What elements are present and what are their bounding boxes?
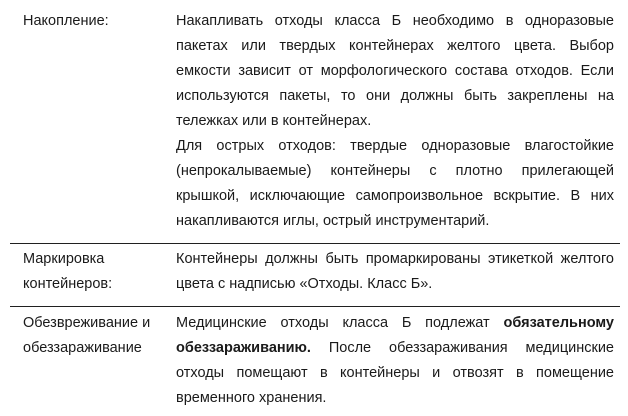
accumulation-paragraph-2: Для острых отходов: твердые одноразовые влагостойкие (непрокалываемые) контейнеры с плотно прилегающей крышкой, исключающие самопроизвольное вскрытие. В них накапливаются иглы, острый инструментарий. <box>176 138 614 229</box>
disinfection-text-start: Медицинские отходы класса Б подлежат <box>176 315 504 331</box>
row-label-labeling: Маркировка контейнеров: <box>10 244 176 307</box>
waste-handling-table <box>10 0 620 413</box>
table-row-labeling <box>10 244 620 307</box>
accumulation-paragraph-1: Накапливать отходы класса Б необходимо в одноразовые пакетах или твердых контейнерах желтого цвета. Выбор емкости зависит от морфологического состава отходов. Если используются пакеты, то они должны быть закреплены на тележках или в контейнерах. <box>176 13 614 129</box>
disinfection-emphasis: обязательному обеззараживанию. <box>176 315 614 356</box>
row-content-accumulation <box>176 0 620 244</box>
row-label-disinfection: Обезвреживание и обеззараживание <box>10 307 176 414</box>
row-label-accumulation: Накопление: <box>23 13 109 29</box>
table-row-disinfection <box>10 307 620 414</box>
disinfection-text-end: После обеззараживания медицинские отходы помещают в контейнеры и отвозят в помещение временного хранения. <box>176 340 614 406</box>
row-content-disinfection <box>176 307 620 414</box>
table-row-accumulation <box>10 0 620 244</box>
row-content-labeling: Контейнеры должны быть промаркированы этикеткой желтого цвета с надписью «Отходы. Класс Б». <box>176 244 620 307</box>
